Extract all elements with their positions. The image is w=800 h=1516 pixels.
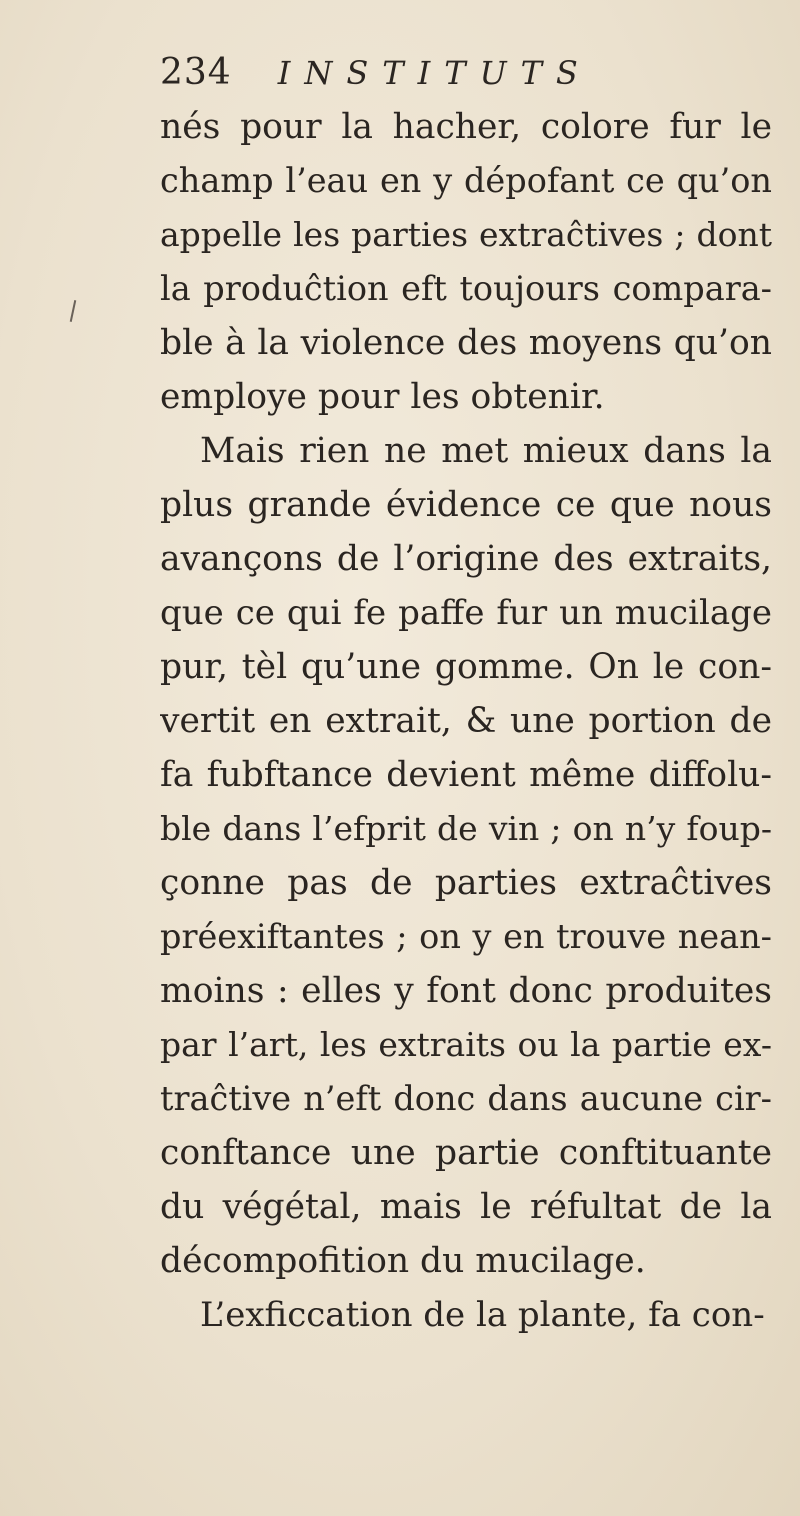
text-line: traĉtive n’eft donc dans aucune cir- — [160, 1079, 772, 1118]
text-line: Mais rien ne met mieux dans la — [200, 431, 772, 471]
text-line: ble dans l’efprit de vin ; on n’y foup- — [160, 809, 772, 848]
text-line: L’exficcation de la plante, fa con- — [200, 1295, 765, 1335]
text-line: que ce qui fe paffe fur un mucilage — [160, 593, 772, 633]
text-line: pur, tèl qu’une gomme. On le con- — [160, 647, 772, 687]
page-header — [160, 52, 592, 102]
text-line: préexiftantes ; on y en trouve nean- — [160, 917, 772, 956]
page-number: 234 — [160, 52, 232, 93]
text-line: nés pour la hacher, colore fur le — [160, 107, 772, 147]
text-line: vertit en extrait, & une portion de — [160, 701, 772, 741]
text-line: conftance une partie conftituante — [160, 1133, 772, 1173]
text-line: ble à la violence des moyens qu’on — [160, 323, 772, 363]
text-line: décompofition du mucilage. — [160, 1241, 646, 1281]
body-text — [160, 100, 772, 1342]
text-line: appelle les parties extraĉtives ; dont — [160, 215, 772, 254]
text-line: employe pour les obtenir. — [160, 377, 605, 417]
text-line: moins : elles y font donc produites — [160, 971, 772, 1011]
text-line: avançons de l’origine des extraits, — [160, 539, 772, 579]
text-line: çonne pas de parties extraĉtives — [160, 863, 772, 903]
text-line: la produĉtion eft toujours compara- — [160, 269, 772, 308]
margin-mark — [70, 300, 77, 322]
text-line: plus grande évidence ce que nous — [160, 485, 772, 525]
text-line: champ l’eau en y dépofant ce qu’on — [160, 161, 772, 200]
running-head: INSTITUTS — [277, 54, 592, 92]
text-line: par l’art, les extraits ou la partie ex- — [160, 1025, 772, 1064]
text-line: du végétal, mais le réfultat de la — [160, 1187, 772, 1227]
text-line: fa fubftance devient même diffolu- — [160, 755, 772, 795]
